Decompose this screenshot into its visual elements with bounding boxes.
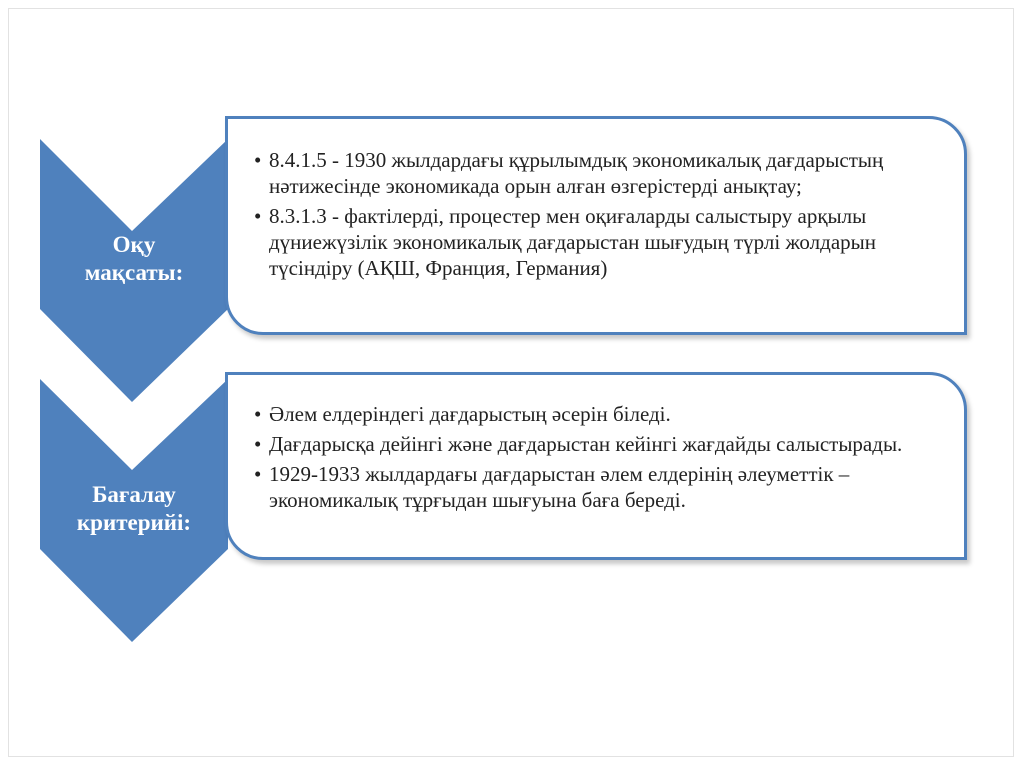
list-item — [254, 401, 946, 427]
bullet-icon: • — [254, 432, 262, 456]
assessment-criteria-box — [225, 372, 967, 560]
learning-objectives-box — [225, 116, 967, 335]
block-2-label-line-1: Бағалау — [92, 482, 176, 507]
block-1-label — [40, 231, 228, 287]
block-1-label-line-1: Оқу — [112, 232, 156, 257]
list-item-text: 1929-1933 жылдардағы дағдарыстан әлем елдерінің әлеуметтік – экономикалық тұрғыдан шығуына баға береді. — [269, 462, 850, 512]
bullet-icon: • — [254, 204, 262, 228]
list-item-text: Дағдарысқа дейінгі және дағдарыстан кейінгі жағдайды салыстырады. — [269, 432, 903, 456]
bullet-icon: • — [254, 462, 262, 486]
block-2-label — [40, 481, 228, 537]
list-item-text: 8.3.1.3 - фактілерді, процестер мен оқиғаларды салыстыру арқылы дүниежүзілік экономикалық дағдарыстан шығудың түрлі жолдарын түсіндіру (АҚШ, Франция, Германия) — [269, 204, 876, 280]
block-1-label-line-2: мақсаты: — [84, 260, 184, 285]
assessment-criteria-list — [254, 401, 946, 517]
block-2-label-line-2: критерийі: — [76, 510, 192, 535]
list-item — [254, 203, 946, 281]
learning-objectives-list — [254, 147, 946, 285]
list-item-text: 8.4.1.5 - 1930 жылдардағы құрылымдық экономикалық дағдарыстың нәтижесінде экономикада орын алған өзгерістерді анықтау; — [269, 148, 884, 198]
list-item-text: Әлем елдеріндегі дағдарыстың әсерін біледі. — [269, 402, 671, 426]
list-item — [254, 147, 946, 199]
list-item — [254, 431, 946, 457]
bullet-icon: • — [254, 402, 262, 426]
bullet-icon: • — [254, 148, 262, 172]
list-item — [254, 461, 946, 513]
